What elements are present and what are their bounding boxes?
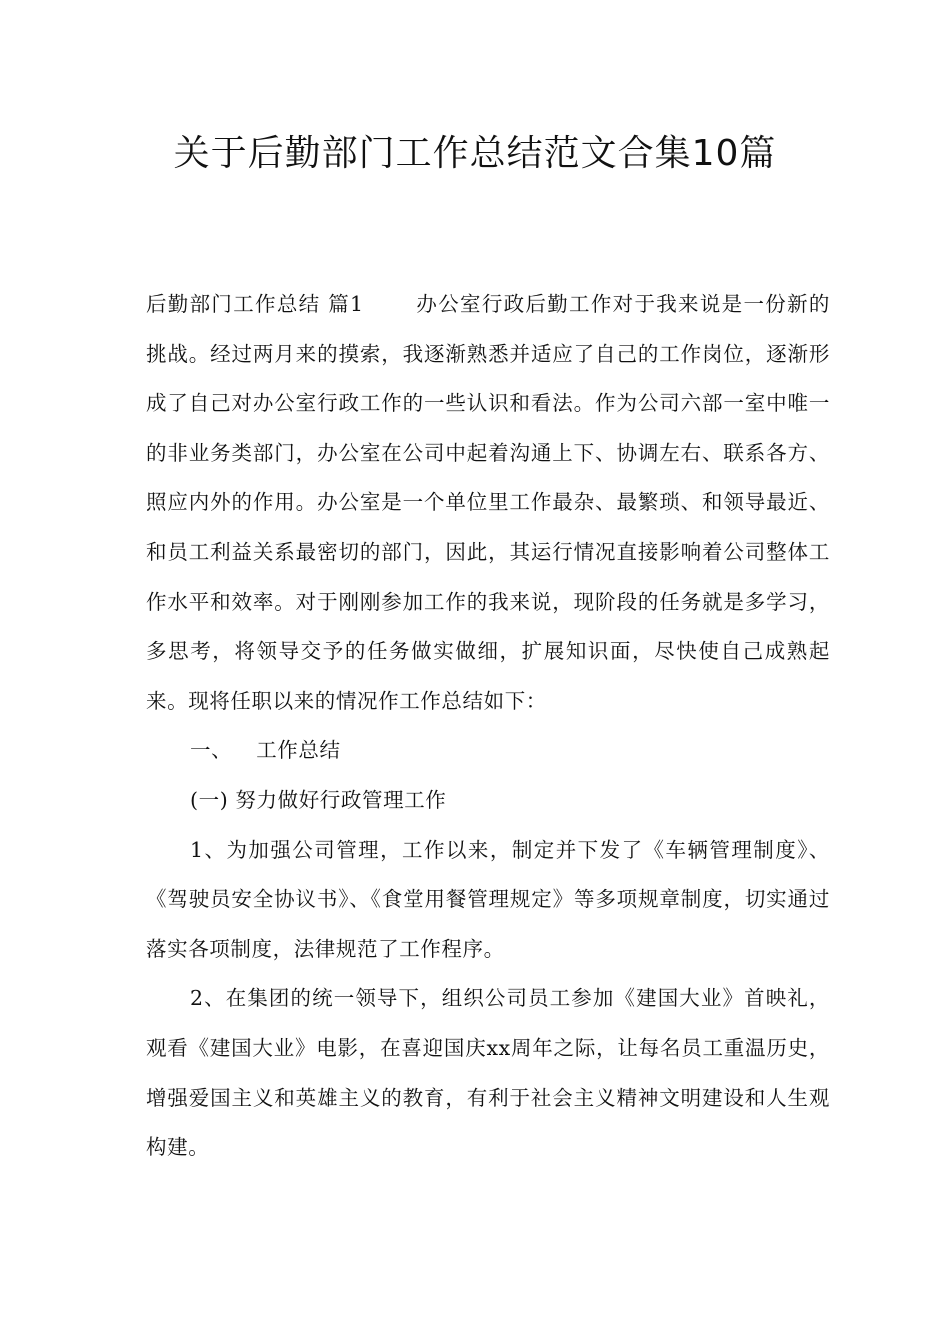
subsection-heading: (一) 努力做好行政管理工作 (190, 787, 447, 812)
intro-text: 办公室行政后勤工作对于我来说是一份新的挑战。经过两月来的摸索，我逐渐熟悉并适应了自己的工作岗位，逐渐形成了自己对办公室行政工作的一些认识和看法。作为公司六部一室中唯一的非业务类部门，办公室在公司中起着沟通上下、协调左右、联系各方、照应内外的作用。办公室是一个单位里工作最杂、最繁琐、和领导最近、和员工利益关系最密切的部门，因此，其运行情况直接影响着公司整体工作水平和效率。对于刚刚参加工作的我来说，现阶段的任务就是多学习，多思考，将领导交予的任务做实做细，扩展知识面，尽快使自己成熟起来。现将任职以来的情况作工作总结如下： (146, 292, 830, 713)
document-body (146, 280, 830, 1173)
section-number: 一、 (190, 738, 233, 763)
section-title: 工作总结 (256, 738, 341, 763)
item-paragraph-1: 1、为加强公司管理，工作以来，制定并下发了《车辆管理制度》、《驾驶员安全协议书》、《食堂用餐管理规定》等多项规章制度，切实通过落实各项制度，法律规范了工作程序。 (146, 837, 830, 961)
document-title: 关于后勤部门工作总结范文合集10篇 (173, 133, 777, 174)
intro-label: 后勤部门工作总结 篇1 (146, 292, 364, 316)
section-heading (146, 726, 830, 776)
item-paragraph-2: 2、在集团的统一领导下，组织公司员工参加《建国大业》首映礼，观看《建国大业》电影，在喜迎国庆xx周年之际，让每名员工重温历史，增强爱国主义和英雄主义的教育，有利于社会主义精神文明建设和人生观构建。 (146, 986, 830, 1160)
intro-paragraph (146, 280, 830, 726)
